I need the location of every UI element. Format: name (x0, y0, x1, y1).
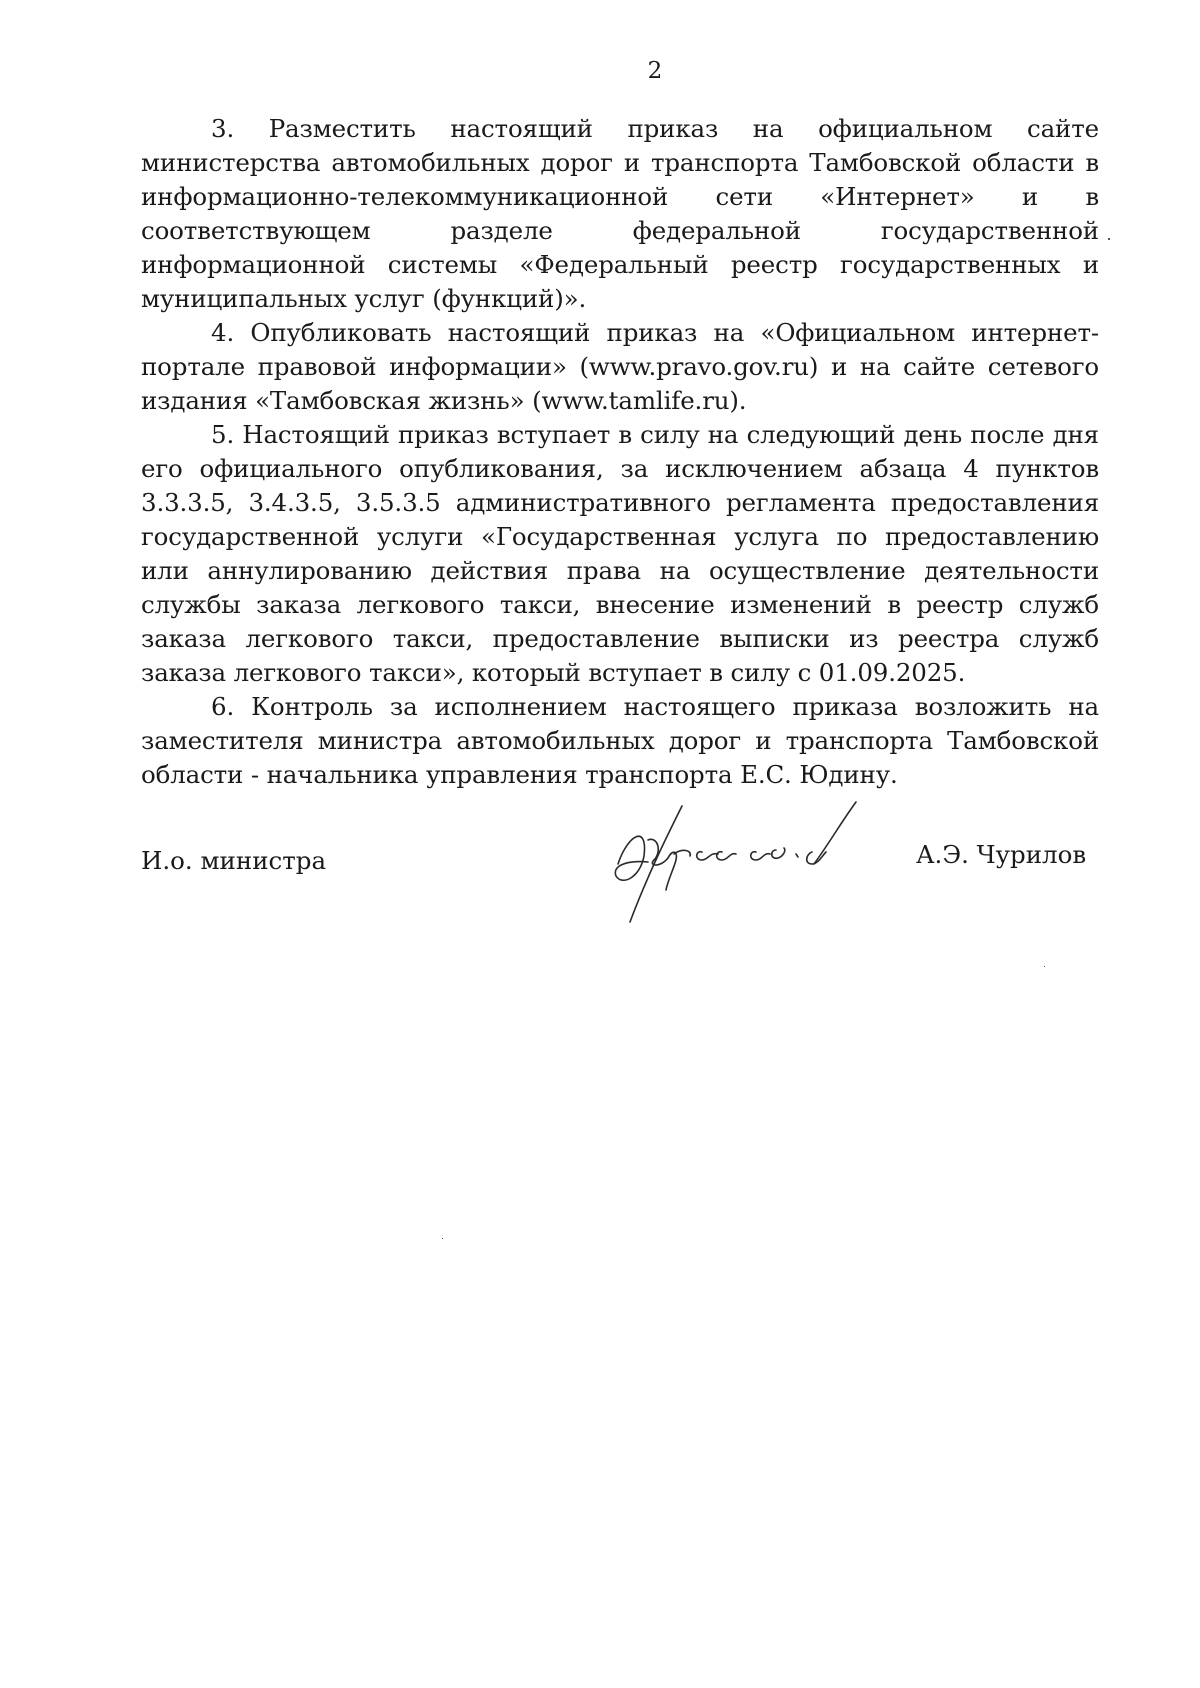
paragraph-3: 3. Разместить настоящий приказ на официальном сайте министерства автомобильных дорог и транспорта Тамбовской области в информационно-телекоммуникационной сети «Интернет» и в соответствующем разделе федеральной государственной информационной системы «Федеральный реестр государственных и муниципальных услуг (функций)». (141, 114, 1099, 313)
paragraph-4: 4. Опубликовать настоящий приказ на «Официальном интернет-портале правовой информации» (www.pravo.gov.ru) и на сайте сетевого издания «Тамбовская жизнь» (www.tamlife.ru). (141, 318, 1099, 415)
scan-speck (1108, 238, 1110, 240)
page-number: 2 (647, 58, 663, 84)
document-body (141, 112, 1099, 792)
signatory-position: И.о. министра (141, 846, 327, 875)
handwritten-signature (608, 794, 908, 934)
paragraph-6: 6. Контроль за исполнением настоящего приказа возложить на заместителя министра автомобильных дорог и транспорта Тамбовской области - начальника управления транспорта Е.С. Юдину. (141, 692, 1099, 789)
signatory-name: А.Э. Чурилов (916, 840, 1087, 869)
scan-speck (1044, 966, 1045, 967)
paragraph-5: 5. Настоящий приказ вступает в силу на следующий день после дня его официального опубликования, за исключением абзаца 4 пунктов 3.3.3.5, 3.4.3.5, 3.5.3.5 административного регламента предоставления государственной услуги «Государственная услуга по предоставлению или аннулированию действия права на осуществление деятельности службы заказа легкового такси, внесение изменений в реестр служб заказа легкового такси, предоставление выписки из реестра служб заказа легкового такси», который вступает в силу с 01.09.2025. (141, 420, 1099, 687)
signature-block (0, 780, 1200, 940)
scan-speck (442, 1238, 443, 1239)
